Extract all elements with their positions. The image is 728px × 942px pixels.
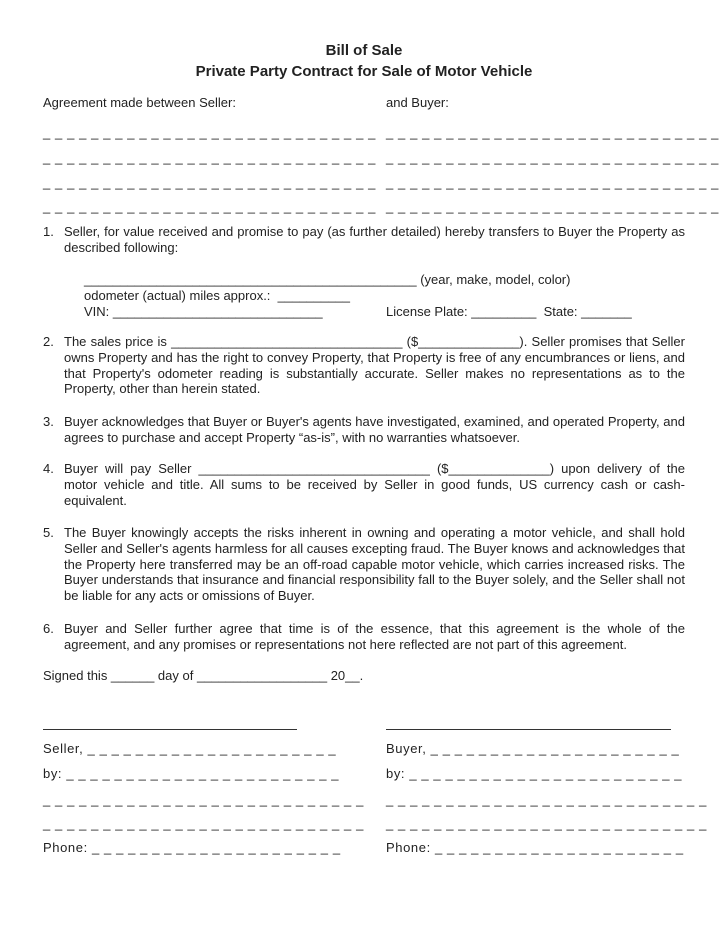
clause-4-text: Buyer will pay Seller ________________________________ ($______________) upon delivery of the motor vehicle and title. All sums to be received by Seller in good funds, US currency cash or cash-equivalent. <box>64 461 685 508</box>
buyer-signature-line[interactable] <box>386 729 671 730</box>
odometer-field[interactable]: odometer (actual) miles approx.: __________ <box>84 288 350 303</box>
document-title: Bill of Sale <box>325 42 403 59</box>
seller-blank-line[interactable]: _ _ _ _ _ _ _ _ _ _ _ _ _ _ _ _ _ _ _ _ _ _ _ _ _ _ _ _ <box>43 199 376 214</box>
buyer-blank-line[interactable]: _ _ _ _ _ _ _ _ _ _ _ _ _ _ _ _ _ _ _ _ _ _ _ _ _ _ _ _ <box>386 175 719 190</box>
seller-address-line[interactable]: _ _ _ _ _ _ _ _ _ _ _ _ _ _ _ _ _ _ _ _ _ _ _ _ _ _ _ <box>43 792 364 807</box>
buyer-address-line[interactable]: _ _ _ _ _ _ _ _ _ _ _ _ _ _ _ _ _ _ _ _ _ _ _ _ _ _ _ <box>386 816 707 831</box>
seller-signature-line[interactable] <box>43 729 297 730</box>
clause-1-text: Seller, for value received and promise to pay (as further detailed) hereby transfers to Buyer the Property as described following: <box>64 224 685 255</box>
seller-blank-line[interactable]: _ _ _ _ _ _ _ _ _ _ _ _ _ _ _ _ _ _ _ _ _ _ _ _ _ _ _ _ <box>43 125 376 140</box>
seller-name-field[interactable]: Seller, _ _ _ _ _ _ _ _ _ _ _ _ _ _ _ _ _ _ _ _ _ <box>43 741 337 756</box>
clause-number: 2. <box>43 334 54 349</box>
vehicle-description-field[interactable]: ______________________________________________ (year, make, model, color) <box>84 272 571 287</box>
clause-2-text: The sales price is ________________________________ ($______________). Seller promises that Seller owns Property and has the right to convey Property, that Property is free of any encumbrances or liens, and that Property's odometer reading is substantially accurate. Seller makes no representations as to the Property, other than herein stated. <box>64 334 685 397</box>
buyer-phone-field[interactable]: Phone: _ _ _ _ _ _ _ _ _ _ _ _ _ _ _ _ _ _ _ _ _ <box>386 840 684 855</box>
buyer-name-field[interactable]: Buyer, _ _ _ _ _ _ _ _ _ _ _ _ _ _ _ _ _ _ _ _ _ <box>386 741 680 756</box>
buyer-label: and Buyer: <box>386 95 449 110</box>
buyer-blank-line[interactable]: _ _ _ _ _ _ _ _ _ _ _ _ _ _ _ _ _ _ _ _ _ _ _ _ _ _ _ _ <box>386 199 719 214</box>
document-subtitle: Private Party Contract for Sale of Motor Vehicle <box>195 63 533 80</box>
buyer-address-line[interactable]: _ _ _ _ _ _ _ _ _ _ _ _ _ _ _ _ _ _ _ _ _ _ _ _ _ _ _ <box>386 792 707 807</box>
clause-number: 3. <box>43 414 54 429</box>
seller-address-line[interactable]: _ _ _ _ _ _ _ _ _ _ _ _ _ _ _ _ _ _ _ _ _ _ _ _ _ _ _ <box>43 816 364 831</box>
clause-6-text: Buyer and Seller further agree that time is of the essence, that this agreement is the whole of the agreement, and any promises or representations not here reflected are not part of this agreement. <box>64 621 685 652</box>
clause-number: 6. <box>43 621 54 636</box>
seller-by-field[interactable]: by: _ _ _ _ _ _ _ _ _ _ _ _ _ _ _ _ _ _ _ _ _ _ _ <box>43 766 340 781</box>
buyer-blank-line[interactable]: _ _ _ _ _ _ _ _ _ _ _ _ _ _ _ _ _ _ _ _ _ _ _ _ _ _ _ _ <box>386 150 719 165</box>
clause-number: 5. <box>43 525 54 540</box>
vin-field[interactable]: VIN: _____________________________ <box>84 304 323 319</box>
buyer-blank-line[interactable]: _ _ _ _ _ _ _ _ _ _ _ _ _ _ _ _ _ _ _ _ _ _ _ _ _ _ _ _ <box>386 125 719 140</box>
signed-date-line[interactable]: Signed this ______ day of __________________ 20__. <box>43 668 364 683</box>
seller-label: Agreement made between Seller: <box>43 95 236 110</box>
clause-number: 1. <box>43 224 54 239</box>
buyer-by-field[interactable]: by: _ _ _ _ _ _ _ _ _ _ _ _ _ _ _ _ _ _ _ _ _ _ _ <box>386 766 683 781</box>
license-plate-field[interactable]: License Plate: _________ State: _______ <box>386 304 632 319</box>
seller-blank-line[interactable]: _ _ _ _ _ _ _ _ _ _ _ _ _ _ _ _ _ _ _ _ _ _ _ _ _ _ _ _ <box>43 175 376 190</box>
seller-blank-line[interactable]: _ _ _ _ _ _ _ _ _ _ _ _ _ _ _ _ _ _ _ _ _ _ _ _ _ _ _ _ <box>43 150 376 165</box>
clause-number: 4. <box>43 461 54 476</box>
seller-phone-field[interactable]: Phone: _ _ _ _ _ _ _ _ _ _ _ _ _ _ _ _ _ _ _ _ _ <box>43 840 341 855</box>
clause-3-text: Buyer acknowledges that Buyer or Buyer's agents have investigated, examined, and operated Property, and agrees to purchase and accept Property “as-is”, with no warranties whatsoever. <box>64 414 685 445</box>
clause-5-text: The Buyer knowingly accepts the risks inherent in owning and operating a motor vehicle, and shall hold Seller and Seller's agents harmless for all causes excepting fraud. The Buyer knows and acknowledges that the Property here transferred may be an off-road capable motor vehicle, which carries increased risks. The Buyer understands that insurance and financial responsibility fall to the Buyer solely, and the Seller shall not be liable for any acts or omissions of Buyer. <box>64 525 685 604</box>
